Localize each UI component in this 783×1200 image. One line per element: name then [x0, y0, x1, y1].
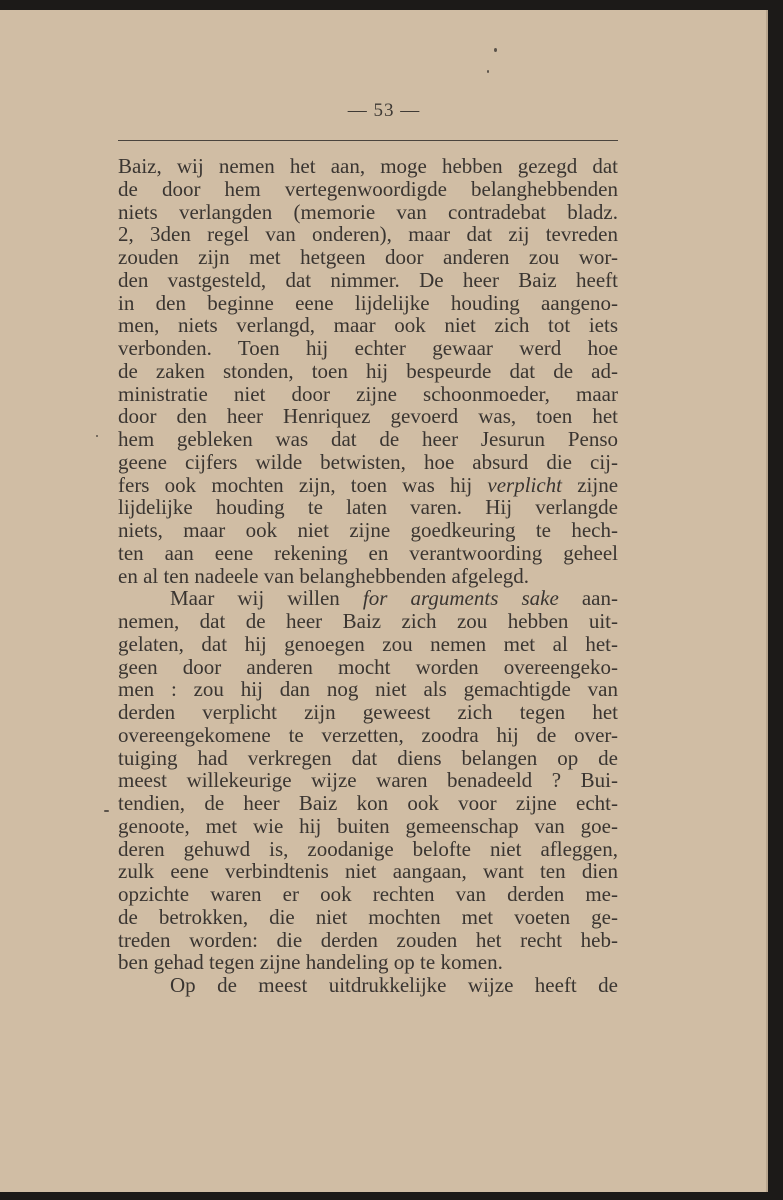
- line-text: den vastgesteld, dat nimmer. De heer Baiz heeft: [118, 267, 618, 292]
- body-text: [118, 155, 618, 997]
- text-line: [118, 724, 618, 747]
- line-text: geene cijfers wilde betwisten, hoe absurd die cij-: [118, 449, 618, 474]
- text-line: [118, 474, 618, 497]
- text-line: [118, 360, 618, 383]
- paper-speck: [96, 435, 98, 437]
- line-text: tuiging had verkregen dat diens belangen op de: [118, 745, 618, 770]
- text-line: [118, 428, 618, 451]
- text-line: [118, 610, 618, 633]
- text-line: [118, 883, 618, 906]
- text-line: [118, 906, 618, 929]
- line-text: hem gebleken was dat de heer Jesurun Penso: [118, 427, 618, 451]
- line-text: Op de meest uitdrukkelijke wijze heeft de: [170, 973, 618, 997]
- line-text: en al ten nadeele van belanghebbenden afgelegd.: [118, 563, 530, 588]
- line-text-after: zijne: [562, 472, 619, 497]
- line-text: de door hem vertegenwoordigde belanghebbenden: [118, 176, 618, 201]
- line-text: men, niets verlangd, maar ook niet zich tot iets: [118, 313, 618, 338]
- text-line: [118, 860, 618, 883]
- line-text-after: aan-: [558, 586, 618, 611]
- line-text: door den heer Henriquez gevoerd was, toen het: [118, 404, 618, 429]
- text-line: [118, 496, 618, 519]
- line-text: overeengekomene te verzetten, zoodra hij de over-: [118, 722, 618, 747]
- text-line: [118, 337, 618, 360]
- line-text: lijdelijke houding te laten varen. Hij verlangde: [118, 495, 618, 520]
- text-line: [118, 314, 618, 337]
- line-text: 2, 3den regel van onderen), maar dat zij tevreden: [118, 222, 618, 247]
- text-line: [118, 565, 618, 588]
- text-line: [118, 292, 618, 315]
- text-line: [118, 747, 618, 770]
- text-line: [118, 269, 618, 292]
- paper-speck: [487, 70, 489, 73]
- line-text: ten aan eene rekening en verantwoording geheel: [118, 540, 618, 565]
- line-text: in den beginne eene lijdelijke houding aangeno-: [118, 290, 618, 315]
- text-line: [118, 633, 618, 656]
- page-number: — 53 —: [347, 100, 421, 121]
- text-line: [118, 519, 618, 542]
- line-text: de zaken stonden, toen hij bespeurde dat de ad-: [118, 358, 618, 383]
- text-line: [118, 223, 618, 246]
- text-line: [118, 838, 618, 861]
- text-line: [118, 656, 618, 679]
- text-line: [118, 178, 618, 201]
- text-line: [118, 792, 618, 815]
- italic-phrase: for arguments sake: [362, 586, 559, 611]
- text-line: [118, 587, 618, 610]
- line-text: zouden zijn met hetgeen door anderen zou wor-: [118, 245, 618, 269]
- line-text: derden verplicht zijn geweest zich tegen het: [118, 700, 618, 724]
- line-text: de betrokken, die niet mochten met voeten ge-: [118, 904, 618, 929]
- text-line: [118, 155, 618, 178]
- line-text: fers ook mochten zijn, toen was hij: [118, 472, 473, 497]
- text-line: [118, 769, 618, 792]
- line-text: ministratie niet door zijne schoonmoeder, maar: [118, 381, 618, 406]
- text-line: [118, 951, 618, 974]
- text-line: [118, 929, 618, 952]
- line-text: gelaten, dat hij genoegen zou nemen met al het-: [118, 631, 618, 656]
- line-text: deren gehuwd is, zoodanige belofte niet afleggen,: [118, 836, 618, 861]
- text-line: [118, 405, 618, 428]
- text-line: [118, 701, 618, 724]
- line-text: ben gehad tegen zijne handeling op te komen.: [118, 950, 503, 975]
- text-line: [118, 451, 618, 474]
- text-line: [118, 542, 618, 565]
- line-text: verbonden. Toen hij echter gewaar werd hoe: [118, 336, 618, 360]
- text-line: [118, 678, 618, 701]
- line-text: tendien, de heer Baiz kon ook voor zijne echt-: [118, 791, 618, 815]
- text-line: [118, 201, 618, 224]
- text-line: [118, 974, 618, 997]
- line-text: niets, maar ook niet zijne goedkeuring te hech-: [118, 518, 618, 542]
- paper-speck: [494, 48, 497, 52]
- header-rule: [118, 140, 618, 141]
- line-text: niets verlangden (memorie van contradebat bladz.: [118, 199, 618, 224]
- italic-phrase: verplicht: [487, 472, 563, 497]
- book-page: [0, 10, 768, 1192]
- line-text: meest willekeurige wijze waren benadeeld ? Bui-: [118, 768, 618, 793]
- line-text: opzichte waren er ook rechten van derden me-: [118, 882, 618, 906]
- paper-speck: [104, 810, 109, 812]
- line-text: Baiz, wij nemen het aan, moge hebben gezegd dat: [118, 154, 618, 178]
- text-line: [118, 246, 618, 269]
- line-text: Maar wij willen: [170, 586, 340, 611]
- line-text: genoote, met wie hij buiten gemeenschap van goe-: [118, 813, 618, 838]
- line-text: nemen, dat de heer Baiz zich zou hebben uit-: [118, 609, 618, 633]
- line-text: men : zou hij dan nog niet als gemachtigde van: [118, 677, 618, 702]
- text-line: [118, 815, 618, 838]
- line-text: zulk eene verbindtenis niet aangaan, want ten dien: [118, 859, 618, 884]
- text-line: [118, 383, 618, 406]
- line-text: treden worden: die derden zouden het recht heb-: [118, 927, 618, 952]
- line-text: geen door anderen mocht worden overeengeko-: [118, 654, 618, 679]
